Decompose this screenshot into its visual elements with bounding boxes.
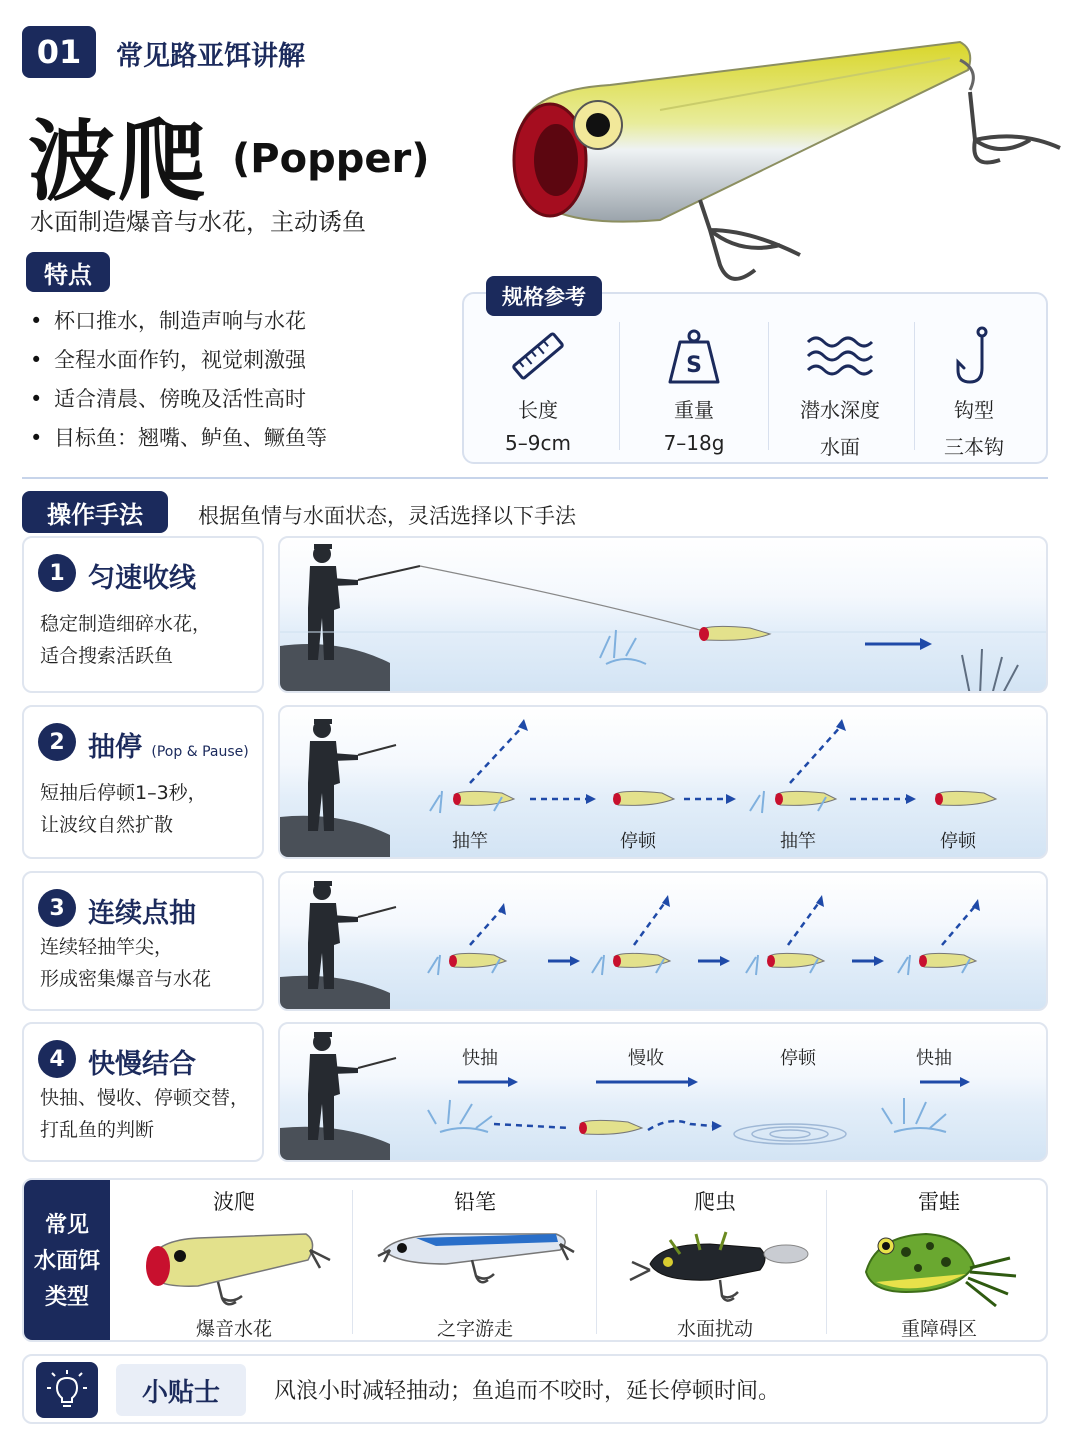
spec-hook	[904, 314, 1044, 460]
method-description: 稳定制造细碎水花， 适合搜索活跃鱼	[40, 613, 212, 667]
page-subtitle: 水面制造爆音与水花，主动诱鱼	[30, 208, 366, 236]
method-card-4	[22, 1022, 264, 1162]
specs-tag: 规格参考	[486, 276, 602, 316]
method-title: 匀速收线	[88, 563, 196, 594]
tip-text: 风浪小时减轻抽动；鱼追而不咬时，延长停顿时间。	[274, 1379, 781, 1404]
lure-types-heading: 常见 水面饵 类型	[24, 1180, 110, 1342]
series-title: 常见路亚饵讲解	[116, 41, 305, 72]
popper-lure-image	[500, 30, 1070, 300]
lure-types-panel	[22, 1178, 1048, 1342]
method-number: 4	[38, 1040, 76, 1078]
lure-type-frog: 雷蛙 重障碍区	[832, 1180, 1046, 1342]
page-title: 波爬	[28, 110, 209, 213]
feature-item: • 全程水面作钓，视觉刺激强	[30, 341, 327, 380]
method-description: 连续轻抽竿尖， 形成密集爆音与水花	[40, 936, 212, 990]
step-label: 快抽	[462, 1048, 498, 1069]
method-description: 快抽、慢收、停顿交替， 打乱鱼的判断	[40, 1087, 250, 1141]
pencil-lure-icon	[376, 1220, 576, 1310]
methods-tag: 操作手法	[22, 491, 168, 533]
steady-retrieve-illustration	[280, 538, 1048, 693]
method-title: 快慢结合	[88, 1049, 196, 1080]
ruler-icon	[506, 324, 570, 388]
spec-weight	[624, 314, 764, 455]
spec-panel	[462, 292, 1048, 464]
spec-value: 水面	[820, 435, 860, 459]
method-number: 2	[38, 723, 76, 761]
method-scene-2	[278, 705, 1048, 859]
lure-step	[430, 719, 528, 813]
feature-item: • 适合清晨、傍晚及活性高时	[30, 380, 327, 419]
spec-length	[468, 314, 608, 455]
lure-type-popper: 波爬 爆音水花	[124, 1180, 344, 1342]
step-label: 慢收	[628, 1048, 664, 1069]
lightbulb-icon	[36, 1362, 98, 1418]
crawler-lure-icon	[620, 1214, 810, 1310]
continuous-twitch-illustration	[280, 873, 1048, 1011]
svg-text:S: S	[686, 353, 702, 378]
method-number: 1	[38, 554, 76, 592]
section-number-badge: 01	[22, 26, 96, 78]
tip-panel	[22, 1354, 1048, 1424]
step-label: 抽竿	[452, 831, 488, 852]
spec-label: 潜水深度	[800, 398, 880, 422]
method-card-2	[22, 705, 264, 859]
step-label: 抽竿	[780, 831, 816, 852]
features-tag: 特点	[26, 252, 110, 292]
hook-icon	[942, 324, 1006, 388]
spec-label: 重量	[674, 398, 714, 422]
method-title: 连续点抽	[88, 898, 196, 929]
divider	[22, 477, 1048, 479]
popper-lure-icon	[138, 1216, 338, 1312]
feature-item: • 目标鱼：翘嘴、鲈鱼、鳜鱼等	[30, 419, 327, 458]
spec-label: 长度	[518, 398, 558, 422]
feature-item: • 杯口推水，制造声响与水花	[30, 302, 327, 341]
features-list	[30, 302, 327, 458]
angler-silhouette-icon	[308, 544, 358, 660]
spec-depth	[770, 314, 910, 460]
method-scene-1	[278, 536, 1048, 693]
page-title-english: (Popper)	[232, 136, 430, 182]
lure-type-pencil: 铅笔 之字游走	[360, 1180, 590, 1342]
spec-value: 7–18g	[663, 431, 725, 455]
step-label: 停顿	[940, 831, 976, 852]
spec-value: 5–9cm	[505, 431, 571, 455]
angler-silhouette-icon	[308, 881, 358, 989]
method-scene-4	[278, 1022, 1048, 1162]
pop-pause-illustration	[280, 707, 1048, 859]
angler-silhouette-icon	[308, 1032, 358, 1140]
frog-lure-icon	[846, 1212, 1036, 1312]
spec-label: 钩型	[954, 398, 994, 422]
step-label: 停顿	[620, 831, 656, 852]
method-number: 3	[38, 889, 76, 927]
waves-icon	[804, 324, 876, 388]
method-card-1	[22, 536, 264, 693]
spec-value: 三本钩	[944, 435, 1004, 459]
method-title: 抽停 (Pop & Pause)	[88, 732, 249, 763]
tip-label: 小贴士	[116, 1364, 246, 1416]
lure-type-crawler: 爬虫 水面扰动	[604, 1180, 826, 1342]
method-scene-3	[278, 871, 1048, 1011]
weight-icon	[662, 324, 726, 388]
step-label: 停顿	[780, 1048, 816, 1069]
step-label: 快抽	[916, 1048, 952, 1069]
method-card-3	[22, 871, 264, 1011]
methods-intro: 根据鱼情与水面状态，灵活选择以下手法	[198, 504, 576, 528]
method-description: 短抽后停顿1–3秒， 让波纹自然扩散	[40, 782, 207, 836]
angler-silhouette-icon	[308, 719, 358, 831]
